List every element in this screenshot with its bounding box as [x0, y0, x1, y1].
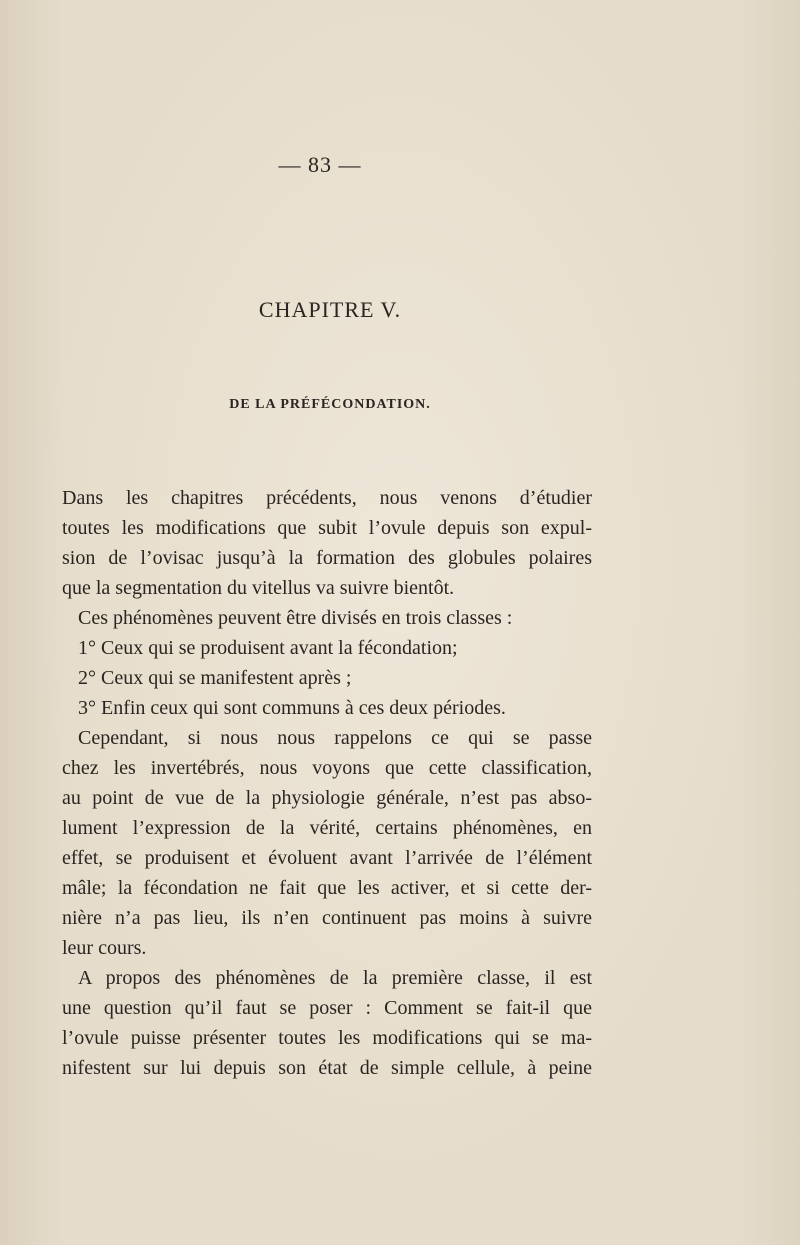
text-line: nière n’a pas lieu, ils n’en continuent pas moins à suivre [62, 907, 592, 929]
text-line: leur cours. [62, 937, 147, 959]
text-line: lument l’expression de la vérité, certains phénomènes, en [62, 817, 592, 839]
text-line: une question qu’il faut se poser : Comment se fait-il que [62, 997, 592, 1019]
section-title: DE LA PRÉFÉCONDATION. [229, 397, 431, 412]
text-line: toutes les modifications que subit l’ovule depuis son expul- [62, 517, 592, 539]
text-line: chez les invertébrés, nous voyons que cette classification, [62, 757, 592, 779]
text-line: l’ovule puisse présenter toutes les modifications qui se ma- [62, 1027, 592, 1049]
chapter-title: CHAPITRE V. [258, 297, 402, 322]
page-number: — 83 — [278, 152, 362, 177]
text-line: au point de vue de la physiologie générale, n’est pas abso- [62, 787, 592, 809]
text-line: Ces phénomènes peuvent être divisés en trois classes : [78, 607, 513, 629]
list-item-2: 2° Ceux qui se manifestent après ; [78, 667, 352, 689]
body-text [62, 483, 592, 1083]
text-line: Cependant, si nous nous rappelons ce qui se passe [78, 727, 592, 749]
text-line: effet, se produisent et évoluent avant l’arrivée de l’élément [62, 847, 592, 869]
text-line: Dans les chapitres précédents, nous venons d’étudier [62, 487, 592, 509]
text-line: A propos des phénomènes de la première classe, il est [78, 967, 592, 989]
text-line: que la segmentation du vitellus va suivre bientôt. [62, 577, 455, 599]
list-item-3: 3° Enfin ceux qui sont communs à ces deux périodes. [78, 697, 506, 719]
text-line: mâle; la fécondation ne fait que les activer, et si cette der- [62, 877, 592, 899]
text-line: sion de l’ovisac jusqu’à la formation des globules polaires [62, 547, 592, 569]
list-item-1: 1° Ceux qui se produisent avant la fécondation; [78, 637, 458, 659]
text-line: nifestent sur lui depuis son état de simple cellule, à peine [62, 1057, 592, 1079]
